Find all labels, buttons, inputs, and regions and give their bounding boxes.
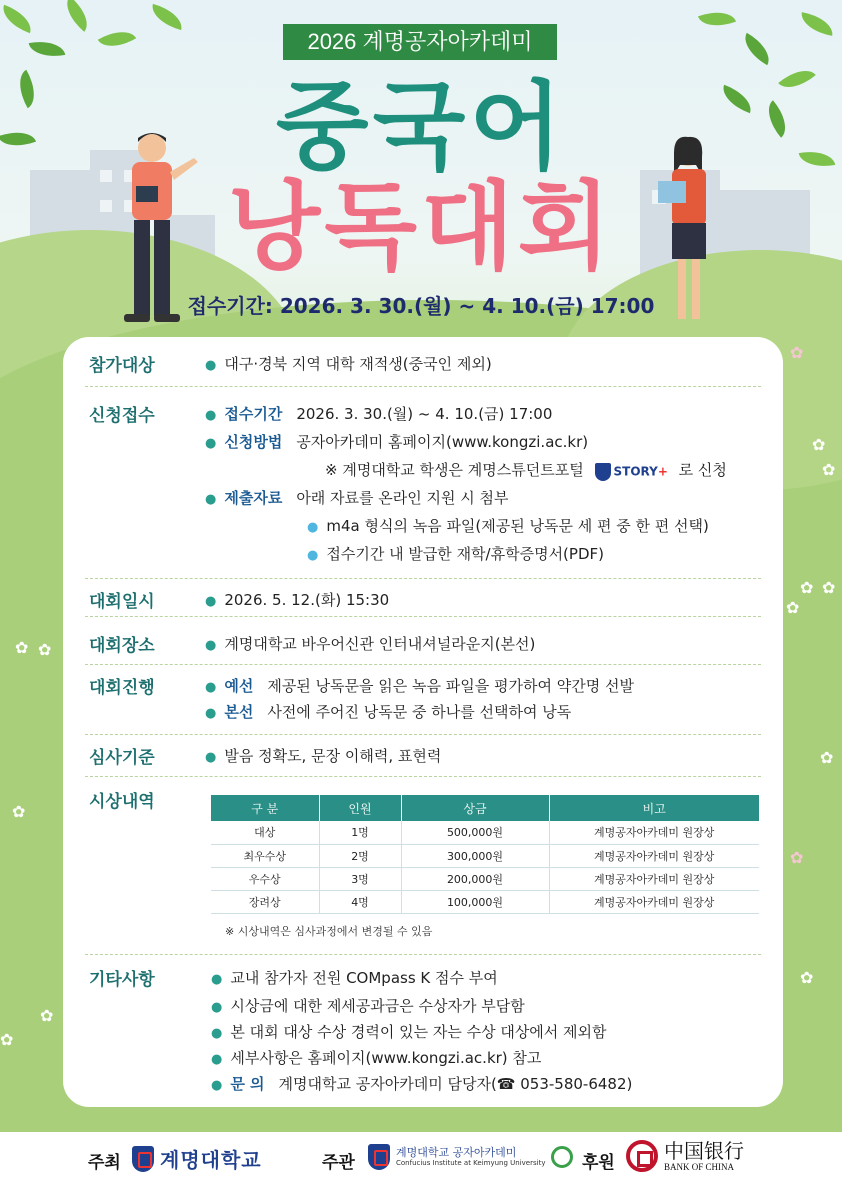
- title-recitation-contest: 낭독대회: [227, 171, 615, 283]
- table-cell: 계명공자아카데미 원장상: [549, 867, 759, 890]
- table-row: [211, 821, 759, 844]
- sponsor-logo: [626, 1140, 744, 1172]
- bank-of-china-icon: [626, 1140, 658, 1172]
- section-venue: [85, 631, 761, 665]
- section-label: 참가대상: [89, 356, 155, 376]
- bullet-icon: ●: [205, 638, 217, 653]
- flower-decoration: ✿: [12, 802, 26, 821]
- docs-key: 제출자료: [224, 489, 283, 507]
- bullet-icon: ●: [205, 750, 217, 765]
- section-date: [85, 587, 761, 617]
- final-value: 사전에 주어진 낭독문 중 하나를 선택하여 낭독: [267, 703, 572, 721]
- final-key: 본선: [224, 703, 254, 721]
- bullet-icon: ●: [205, 358, 217, 373]
- kmu-shield-icon: [368, 1144, 390, 1170]
- venue-text: 계명대학교 바우어신관 인터내셔널라운지(본선): [224, 635, 536, 653]
- bullet-icon: ●: [211, 1052, 223, 1067]
- section-eligibility: [85, 351, 761, 387]
- flower-decoration: ✿: [0, 1030, 14, 1049]
- sponsor-cn-name: 中国银行: [664, 1139, 744, 1163]
- criteria-text: 발음 정확도, 문장 이해력, 표현력: [224, 747, 442, 765]
- contact-key: 문 의: [230, 1075, 265, 1093]
- section-criteria: [85, 743, 761, 777]
- section-label: 시상내역: [89, 792, 155, 812]
- table-header-cell: 구 분: [211, 795, 319, 821]
- table-cell: 계명공자아카데미 원장상: [549, 821, 759, 844]
- table-cell: 500,000원: [401, 821, 549, 844]
- table-header-cell: 비고: [549, 795, 759, 821]
- bullet-icon: ●: [205, 436, 217, 451]
- organizer-name: 계명대학교 공자아카데미: [396, 1146, 517, 1159]
- method-key: 신청방법: [224, 433, 283, 451]
- doc-item: 접수기간 내 발급한 재학/휴학증명서(PDF): [326, 545, 604, 563]
- host-logo: [132, 1144, 262, 1173]
- flower-decoration: ✿: [820, 748, 834, 767]
- bullet-icon: ●: [211, 1078, 223, 1093]
- event-year-badge: 2026 계명공자아카데미: [283, 24, 557, 60]
- flower-decoration: ✿: [786, 598, 800, 617]
- flower-decoration: ✿: [790, 343, 804, 362]
- table-cell: 계명공자아카데미 원장상: [549, 844, 759, 867]
- section-etc: [85, 965, 761, 1095]
- etc-item: 세부사항은 홈페이지(www.kongzi.ac.kr) 참고: [230, 1049, 542, 1067]
- sponsor-en-name: BANK OF CHINA: [664, 1162, 735, 1172]
- docs-value: 아래 자료를 온라인 지원 시 첨부: [296, 489, 509, 507]
- story-portal-logo: STORY+: [595, 463, 668, 481]
- bullet-icon: ●: [211, 972, 223, 987]
- table-row: [211, 844, 759, 867]
- method-value: 공자아카데미 홈페이지(www.kongzi.ac.kr): [296, 433, 589, 451]
- bullet-icon: ●: [211, 1026, 223, 1041]
- method-note-suffix: 로 신청: [678, 461, 727, 479]
- table-header-cell: 인원: [319, 795, 401, 821]
- table-cell: 3명: [319, 867, 401, 890]
- section-label: 대회장소: [89, 636, 155, 656]
- prelim-value: 제공된 낭독문을 읽은 녹음 파일을 평가하여 약간명 선발: [267, 677, 634, 695]
- organizer-sub: Confucius Institute at Keimyung University: [396, 1159, 546, 1167]
- section-label: 대회일시: [89, 592, 155, 612]
- table-cell: 우수상: [211, 867, 319, 890]
- etc-item: 교내 참가자 전원 COMpass K 점수 부여: [230, 969, 498, 987]
- flower-decoration: ✿: [790, 848, 804, 867]
- table-cell: 최우수상: [211, 844, 319, 867]
- table-cell: 300,000원: [401, 844, 549, 867]
- table-row: [211, 890, 759, 913]
- flower-decoration: ✿: [40, 1006, 54, 1025]
- section-label: 대회진행: [89, 678, 155, 698]
- section-label: 기타사항: [89, 970, 155, 990]
- confucius-institute-icon: [551, 1146, 573, 1168]
- bullet-icon: ●: [205, 706, 217, 721]
- kmu-shield-icon: [132, 1146, 154, 1172]
- bullet-icon: ●: [307, 520, 319, 535]
- bullet-icon: ●: [205, 680, 217, 695]
- table-cell: 장려상: [211, 890, 319, 913]
- flower-decoration: ✿: [812, 435, 826, 454]
- table-header-row: [211, 795, 759, 821]
- period-value: 2026. 3. 30.(월) ~ 4. 10.(금) 17:00: [296, 405, 553, 423]
- table-cell: 계명공자아카데미 원장상: [549, 890, 759, 913]
- bullet-icon: ●: [307, 548, 319, 563]
- table-cell: 200,000원: [401, 867, 549, 890]
- etc-item: 본 대회 대상 수상 경력이 있는 자는 수상 대상에서 제외함: [230, 1023, 607, 1041]
- footer: [0, 1132, 842, 1191]
- section-progress: [85, 673, 761, 735]
- prelim-key: 예선: [224, 677, 254, 695]
- flower-decoration: ✿: [800, 578, 814, 597]
- awards-table: [211, 795, 759, 914]
- organizer-logo: [368, 1144, 573, 1170]
- bullet-icon: ●: [205, 408, 217, 423]
- title-chinese: 중국어: [275, 71, 567, 183]
- table-cell: 4명: [319, 890, 401, 913]
- bullet-icon: ●: [211, 1000, 223, 1015]
- section-application: [85, 401, 761, 579]
- bullet-icon: ●: [205, 594, 217, 609]
- date-text: 2026. 5. 12.(화) 15:30: [224, 591, 390, 609]
- flower-decoration: ✿: [15, 638, 29, 657]
- contact-value: 계명대학교 공자아카데미 담당자(☎ 053-580-6482): [278, 1075, 633, 1093]
- awards-note: ※ 시상내역은 심사과정에서 변경될 수 있음: [225, 925, 433, 938]
- organizer-label: 주관: [322, 1153, 355, 1173]
- info-card: [63, 337, 783, 1107]
- table-cell: 1명: [319, 821, 401, 844]
- sponsor-label: 후원: [582, 1153, 615, 1173]
- table-cell: 대상: [211, 821, 319, 844]
- table-header-cell: 상금: [401, 795, 549, 821]
- bullet-icon: ●: [205, 492, 217, 507]
- doc-item: m4a 형식의 녹음 파일(제공된 낭독문 세 편 중 한 편 선택): [326, 517, 709, 535]
- flower-decoration: ✿: [38, 640, 52, 659]
- table-cell: 2명: [319, 844, 401, 867]
- section-awards: [85, 787, 761, 955]
- flower-decoration: ✿: [822, 578, 836, 597]
- etc-item: 시상금에 대한 제세공과금은 수상자가 부담함: [230, 997, 525, 1015]
- host-name: 계명대학교: [160, 1148, 262, 1172]
- flower-decoration: ✿: [800, 968, 814, 987]
- table-row: [211, 867, 759, 890]
- method-note: ※ 계명대학교 학생은 계명스튜던트포털: [325, 461, 584, 479]
- table-cell: 100,000원: [401, 890, 549, 913]
- eligibility-text: 대구·경북 지역 대학 재적생(중국인 제외): [224, 355, 492, 373]
- application-period-banner: 접수기간: 2026. 3. 30.(월) ~ 4. 10.(금) 17:00: [187, 294, 655, 318]
- flower-decoration: ✿: [822, 460, 836, 479]
- period-key: 접수기간: [224, 405, 283, 423]
- section-label: 심사기준: [89, 748, 155, 768]
- host-label: 주최: [88, 1153, 121, 1173]
- section-label: 신청접수: [89, 406, 155, 426]
